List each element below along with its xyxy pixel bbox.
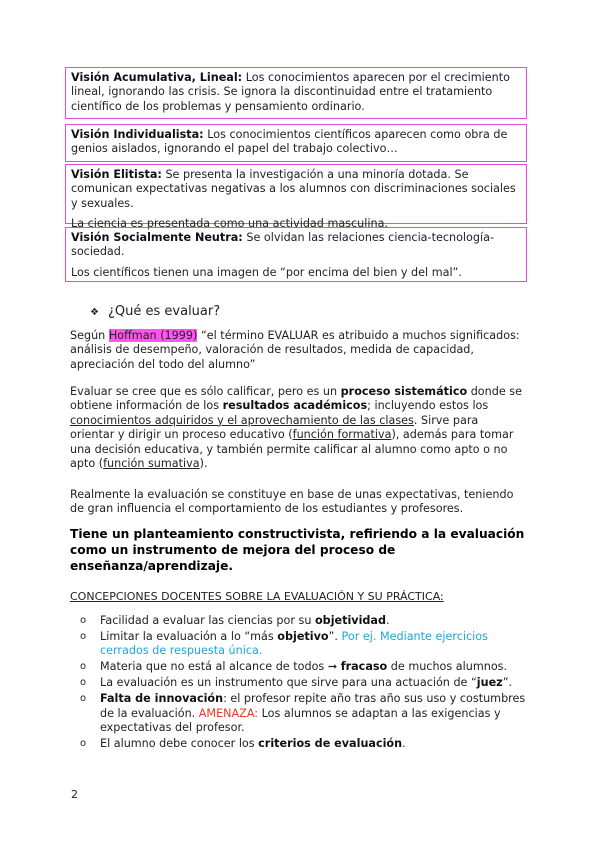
- bullet-marker: o: [80, 661, 87, 673]
- list-item: o El alumno debe conocer los criterios de evaluación.: [80, 737, 406, 751]
- bullet-marker: o: [80, 693, 87, 705]
- list-item: o La evaluación es un instrumento que sirve para una actuación de “juez”.: [80, 676, 513, 690]
- diamond-bullet-icon: ❖: [90, 307, 99, 318]
- list-item: o Limitar la evaluación a lo “más objetivo”. Por ej. Mediante ejercicios cerrados de respuesta única.: [80, 630, 488, 658]
- page-number: 2: [71, 788, 78, 801]
- box-text: Los conocimientos científicos aparecen como obra de genios aislados, ignorando el papel del trabajo colectivo…: [71, 128, 508, 156]
- box-title: Visión Elitista:: [71, 168, 162, 181]
- vision-socialmente-neutra-box: [65, 227, 527, 282]
- list-item: o Facilidad a evaluar las ciencias por su objetividad.: [80, 614, 390, 627]
- bullet-marker: o: [80, 631, 87, 642]
- list-item: o Materia que no está al alcance de todos ➞ fracaso de muchos alumnos.: [80, 660, 508, 674]
- concepciones-list: [70, 614, 530, 753]
- definition-paragraph: Según Hoffman (1999) “el término EVALUAR es atribuido a muchos significados: análisis de desempeño, valoración de resultados, medida de capacidad, apreciación del todo del alumno”: [70, 329, 520, 371]
- box-title: Visión Individualista:: [71, 128, 204, 141]
- box-text: Se olvidan las relaciones ciencia-tecnología-sociedad.: [71, 231, 494, 259]
- list-item: o Falta de innovación: el profesor repite año tras año sus uso y costumbres de la evaluación. AMENAZA: Los alumnos se adaptan a las exigencias y expectativas del profesor.: [80, 692, 526, 735]
- box-title: Visión Acumulativa, Lineal:: [71, 71, 243, 84]
- expectations-paragraph: Realmente la evaluación se constituye en base de unas expectativas, teniendo de gran influencia el comportamiento de los estudiantes y profesores.: [70, 488, 514, 516]
- vision-elitista-box: [65, 164, 527, 231]
- bullet-marker: o: [80, 615, 87, 626]
- constructivist-paragraph: Tiene un planteamiento constructivista, refiriendo a la evaluación como un instrumento de mejora del proceso de enseñanza/aprendizaje.: [70, 527, 525, 573]
- evaluation-paragraph: Evaluar se cree que es sólo calificar, pero es un proceso sistemático donde se obtiene información de los resultados académicos; incluyendo estos los conocimientos adquiridos y el aprovechamiento de las clases. Sirve para orientar y dirigir un proceso educativo (función formativa), además para tomar una decisión educativa, y también permite calificar al alumno como apto o no apto (función sumativa).: [70, 385, 522, 471]
- box-text: La ciencia es presentada como una actividad masculina.: [71, 217, 388, 231]
- box-text: Los conocimientos aparecen por el crecimiento lineal, ignorando las crisis. Se ignora la discontinuidad entre el tratamiento científico de los problemas y pensamiento ordinario.: [71, 71, 510, 113]
- bullet-marker: o: [80, 738, 87, 750]
- vision-acumulativa-box: [65, 67, 527, 119]
- section-title: CONCEPCIONES DOCENTES SOBRE LA EVALUACIÓN Y SU PRÁCTICA:: [70, 590, 444, 603]
- citation-highlight: Hoffman (1999): [108, 329, 198, 342]
- box-text: Se presenta la investigación a una minoría dotada. Se comunican expectativas negativas a los alumnos con discriminaciones sociales y sexuales.: [71, 168, 516, 210]
- arrow-icon: ➞: [327, 660, 338, 674]
- box-text: Los científicos tienen una imagen de “por encima del bien y del mal”.: [71, 265, 462, 279]
- heading-text: ¿Qué es evaluar?: [108, 304, 221, 319]
- vision-individualista-box: [65, 124, 527, 162]
- section-heading: [90, 305, 220, 320]
- box-title: Visión Socialmente Neutra:: [71, 231, 243, 244]
- bullet-marker: o: [80, 677, 87, 689]
